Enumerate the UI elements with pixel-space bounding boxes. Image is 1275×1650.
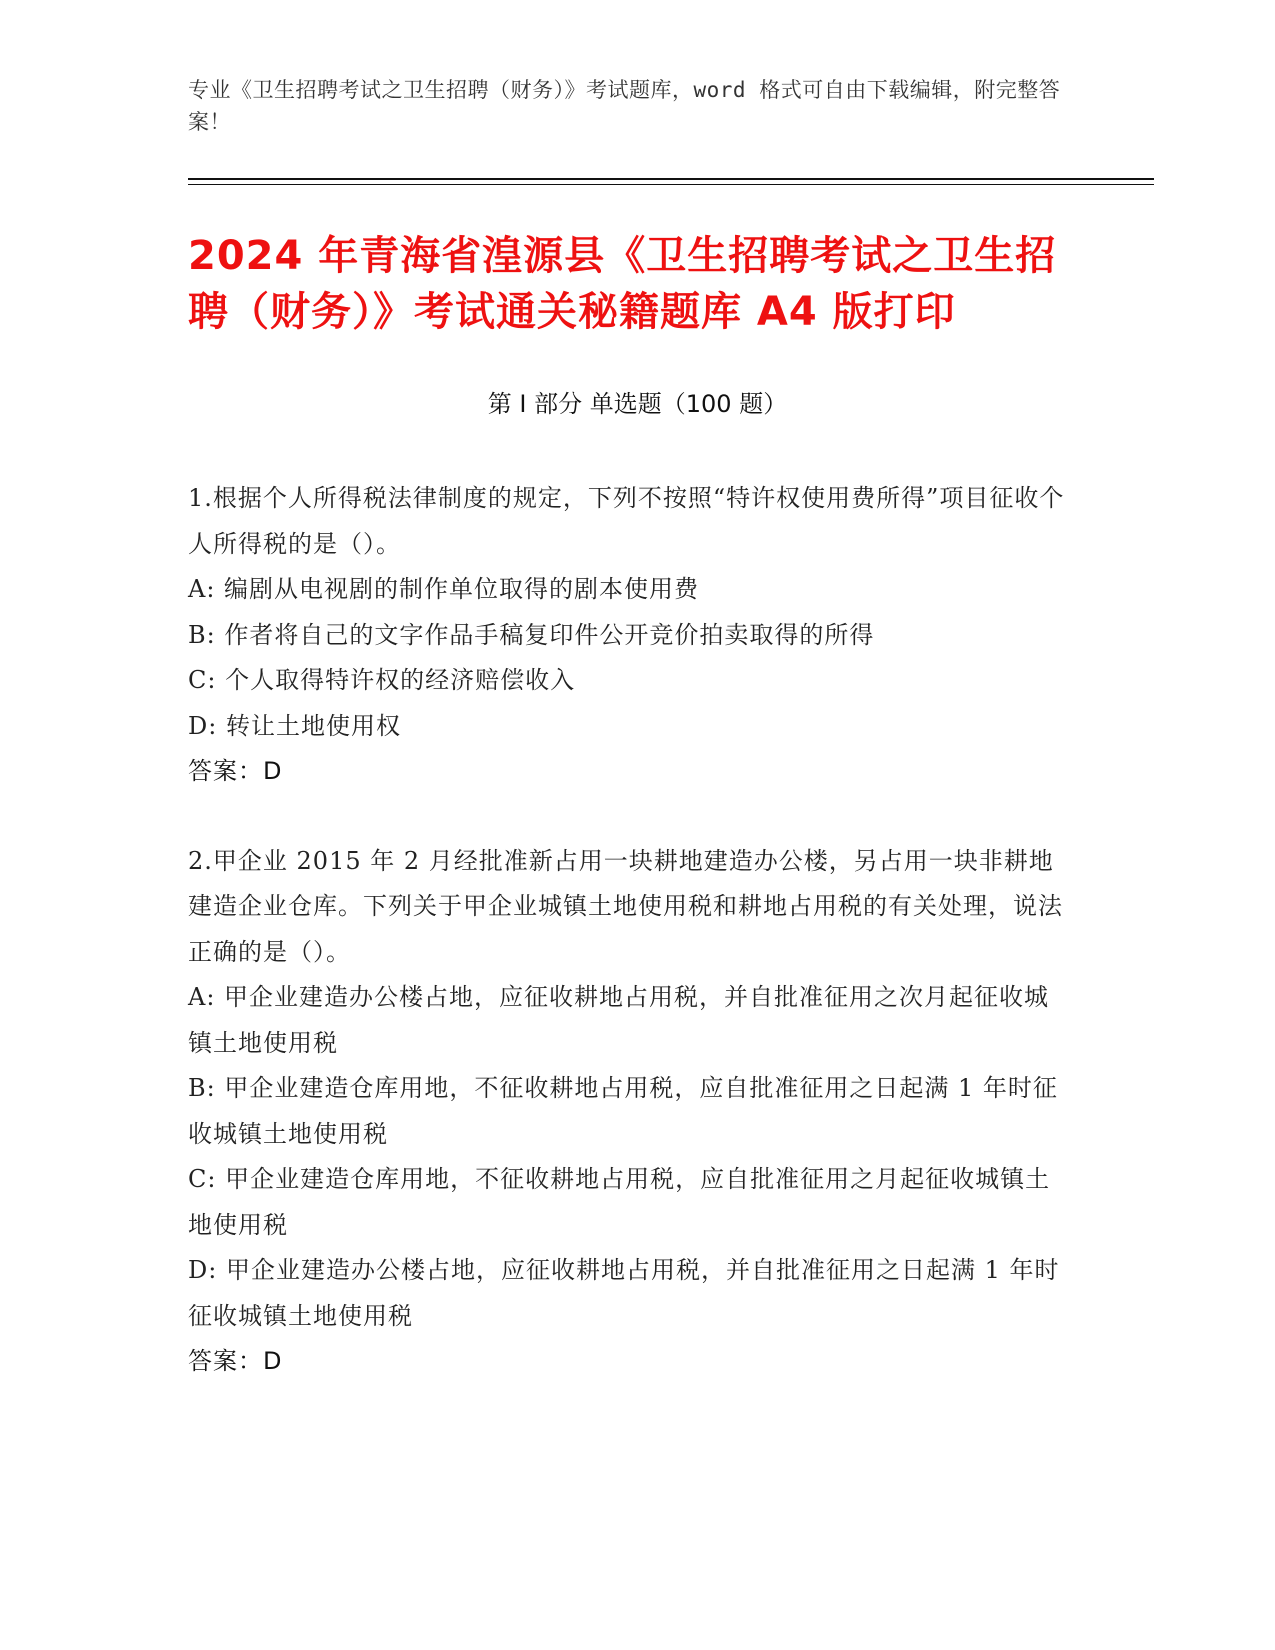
question-list	[188, 476, 1068, 1385]
header-note: 专业《卫生招聘考试之卫生招聘（财务）》考试题库，word 格式可自由下载编辑，附完整答案！	[188, 78, 1061, 134]
option-b: B: 甲企业建造仓库用地，不征收耕地占用税，应自批准征用之日起满 1 年时征收城镇土地使用税	[188, 1074, 1058, 1148]
option-c: C: 个人取得特许权的经济赔偿收入	[188, 666, 576, 694]
question-stem: 2.甲企业 2015 年 2 月经批准新占用一块耕地建造办公楼，另占用一块非耕地建造企业仓库。下列关于甲企业城镇土地使用税和耕地占用税的有关处理，说法正确的是（）。	[188, 846, 1063, 966]
section-title: 第 I 部分 单选题（100 题）	[487, 390, 788, 418]
option-a: A: 甲企业建造办公楼占地，应征收耕地占用税，并自批准征用之次月起征收城镇土地使用税	[188, 983, 1050, 1057]
answer: 答案：D	[188, 1347, 283, 1375]
answer: 答案：D	[188, 757, 283, 785]
option-c: C: 甲企业建造仓库用地，不征收耕地占用税，应自批准征用之月起征收城镇土地使用税	[188, 1165, 1051, 1239]
option-b: B: 作者将自己的文字作品手稿复印件公开竞价拍卖取得的所得	[188, 620, 875, 649]
question-2	[188, 839, 1068, 1385]
question-stem: 1.根据个人所得税法律制度的规定，下列不按照“特许权使用费所得”项目征收个人所得税的是（）。	[188, 484, 1065, 558]
question-1	[188, 476, 1068, 795]
option-a: A: 编剧从电视剧的制作单位取得的剧本使用费	[188, 575, 700, 603]
header-divider-thin	[188, 184, 1154, 185]
header-divider-thick	[188, 178, 1154, 180]
option-d: D: 甲企业建造办公楼占地，应征收耕地占用税，并自批准征用之日起满 1 年时征收城镇土地使用税	[188, 1256, 1060, 1330]
option-d: D: 转让土地使用权	[188, 711, 401, 740]
document-title: 2024 年青海省湟源县《卫生招聘考试之卫生招聘（财务）》考试通关秘籍题库 A4 版打印	[188, 233, 1057, 335]
